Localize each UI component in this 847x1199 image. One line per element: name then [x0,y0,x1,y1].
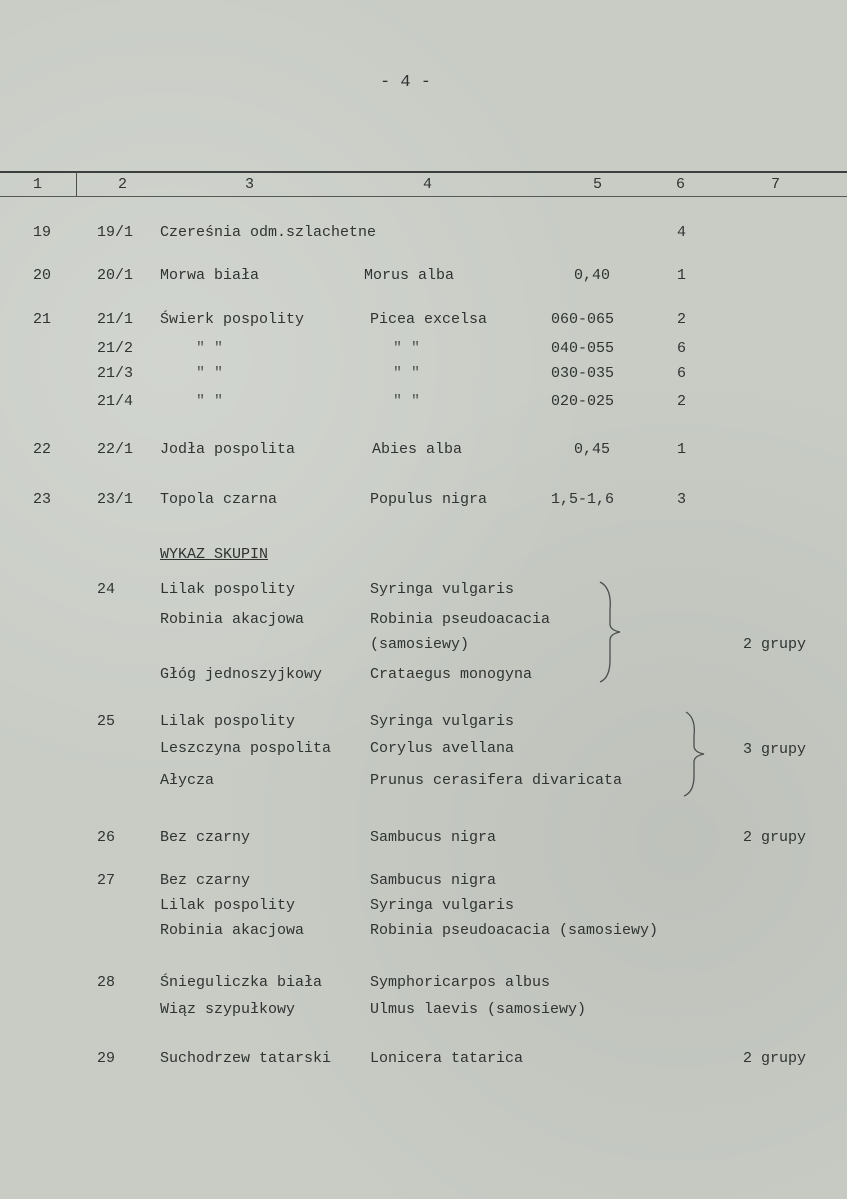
row-subnumber: 21/3 [97,365,134,382]
group-species-polish: Suchodrzew tatarski [160,1050,332,1067]
group-species-polish: Śnieguliczka biała [160,974,323,991]
curly-brace [680,710,710,798]
ditto-mark: " " [393,393,421,410]
tree-count: 4 [677,224,687,241]
group-species-latin: Corylus avellana [370,740,515,757]
group-species-polish: Bez czarny [160,829,251,846]
column-header-4: 4 [423,176,433,193]
group-species-latin: Robinia pseudoacacia [370,611,551,628]
group-number: 27 [97,872,116,889]
group-species-latin: Syringa vulgaris [370,713,515,730]
row-number: 19 [33,224,52,241]
row-subnumber: 23/1 [97,491,134,508]
ditto-mark: " " [196,393,224,410]
species-latin-name: Abies alba [372,441,463,458]
group-species-latin: Syringa vulgaris [370,897,515,914]
row-number: 21 [33,311,52,328]
page-number: - 4 - [380,73,432,92]
row-subnumber: 21/4 [97,393,134,410]
tree-count: 1 [677,441,687,458]
tree-count: 2 [677,311,687,328]
group-species-latin: Symphoricarpos albus [370,974,551,991]
row-number: 23 [33,491,52,508]
group-species-polish: Leszczyna pospolita [160,740,332,757]
group-count-note: 2 grupy [743,1050,807,1067]
column-header-6: 6 [676,176,686,193]
group-species-polish: Lilak pospolity [160,581,296,598]
species-polish-name: Świerk pospolity [160,311,305,328]
group-species-polish: Robinia akacjowa [160,611,305,628]
group-species-latin: Sambucus nigra [370,829,497,846]
row-number: 20 [33,267,52,284]
curly-brace [596,580,626,684]
row-subnumber: 20/1 [97,267,134,284]
ditto-mark: " " [393,340,421,357]
ditto-mark: " " [196,365,224,382]
group-species-latin: Sambucus nigra [370,872,497,889]
row-subnumber: 22/1 [97,441,134,458]
tree-count: 6 [677,340,687,357]
trunk-size: 030-035 [551,365,615,382]
group-count-note: 3 grupy [743,741,807,758]
tree-count: 6 [677,365,687,382]
row-subnumber: 21/1 [97,311,134,328]
group-number: 28 [97,974,116,991]
ditto-mark: " " [196,340,224,357]
group-count-note: 2 grupy [743,636,807,653]
group-number: 24 [97,581,116,598]
group-species-polish: Robinia akacjowa [160,922,305,939]
trunk-size: 0,45 [574,441,611,458]
species-polish-name: Jodła pospolita [160,441,296,458]
row-subnumber: 19/1 [97,224,134,241]
species-latin-name: Morus alba [364,267,455,284]
group-species-latin: (samosiewy) [370,636,470,653]
table-header-rule [0,196,847,197]
trunk-size: 020-025 [551,393,615,410]
group-species-latin: Lonicera tatarica [370,1050,524,1067]
column-header-2: 2 [118,176,128,193]
column-divider [76,172,77,196]
tree-count: 2 [677,393,687,410]
group-species-polish: Głóg jednoszyjkowy [160,666,323,683]
column-header-1: 1 [33,176,43,193]
table-top-rule [0,171,847,173]
trunk-size: 040-055 [551,340,615,357]
group-number: 29 [97,1050,116,1067]
group-species-latin: Crataegus monogyna [370,666,533,683]
tree-count: 1 [677,267,687,284]
column-header-3: 3 [245,176,255,193]
species-latin-name: Picea excelsa [370,311,488,328]
group-number: 25 [97,713,116,730]
group-species-latin: Prunus cerasifera divaricata [370,772,623,789]
group-species-polish: Lilak pospolity [160,897,296,914]
group-species-polish: Wiąz szypułkowy [160,1001,296,1018]
trunk-size: 1,5-1,6 [551,491,615,508]
row-subnumber: 21/2 [97,340,134,357]
group-species-polish: Lilak pospolity [160,713,296,730]
group-count-note: 2 grupy [743,829,807,846]
group-species-polish: Bez czarny [160,872,251,889]
species-polish-name: Czereśnia odm.szlachetne [160,224,377,241]
group-species-polish: Ałycza [160,772,215,789]
group-number: 26 [97,829,116,846]
species-polish-name: Topola czarna [160,491,278,508]
species-latin-name: Populus nigra [370,491,488,508]
group-species-latin: Robinia pseudoacacia (samosiewy) [370,922,659,939]
row-number: 22 [33,441,52,458]
species-polish-name: Morwa biała [160,267,260,284]
groups-heading: WYKAZ SKUPIN [160,546,269,563]
ditto-mark: " " [393,365,421,382]
group-species-latin: Ulmus laevis (samosiewy) [370,1001,587,1018]
group-species-latin: Syringa vulgaris [370,581,515,598]
column-header-7: 7 [771,176,781,193]
trunk-size: 0,40 [574,267,611,284]
trunk-size: 060-065 [551,311,615,328]
column-header-5: 5 [593,176,603,193]
tree-count: 3 [677,491,687,508]
